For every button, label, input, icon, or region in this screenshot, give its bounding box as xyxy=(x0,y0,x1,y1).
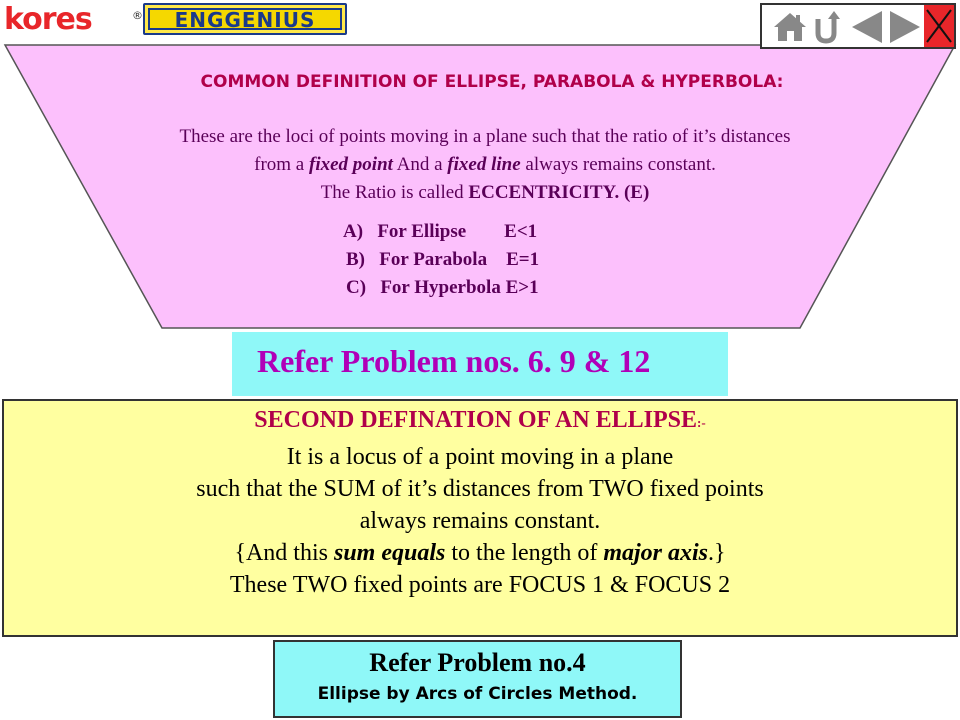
second-definition-panel xyxy=(2,399,958,637)
second-line-1: It is a locus of a point moving in a plane xyxy=(286,444,674,470)
u-turn-icon[interactable] xyxy=(810,9,846,45)
second-definition-text xyxy=(4,441,956,601)
list-item-parabola: B) For Parabola E=1 xyxy=(346,249,540,270)
registered-mark: ® xyxy=(132,9,142,22)
navigation-bar xyxy=(760,3,956,49)
common-definition-title: COMMON DEFINITION OF ELLIPSE, PARABOLA & HYPERBOLA: xyxy=(200,72,784,92)
definition-paragraph xyxy=(40,123,930,207)
kores-logo-text: kores xyxy=(4,2,92,37)
close-icon[interactable] xyxy=(924,5,954,47)
refer-problems-box[interactable] xyxy=(232,332,728,396)
back-triangle-icon[interactable] xyxy=(848,9,886,45)
second-line-5: These TWO fixed points are FOCUS 1 & FOCUS 2 xyxy=(229,572,731,598)
definition-line-3: The Ratio is called ECCENTRICITY. (E) xyxy=(320,182,650,203)
refer-problem-4-box[interactable] xyxy=(273,640,682,718)
second-definition-title: SECOND DEFINATION OF AN ELLIPSE:- xyxy=(254,407,706,433)
second-line-2: such that the SUM of it’s distances from TWO fixed points xyxy=(196,476,764,502)
refer-problems-text: Refer Problem nos. 6. 9 & 12 xyxy=(257,343,651,379)
enggenius-logo-text: ENGGENIUS xyxy=(148,8,342,30)
second-line-4: {And this sum equals to the length of major axis.} xyxy=(234,540,726,566)
refer-problem-4-title: Refer Problem no.4 xyxy=(369,648,586,677)
second-line-3: always remains constant. xyxy=(359,508,601,534)
list-item-hyperbola: C) For Hyperbola E>1 xyxy=(346,277,539,298)
definition-line-2: from a fixed point And a fixed line always remains constant. xyxy=(254,154,716,175)
list-item-ellipse: A) For Ellipse E<1 xyxy=(343,221,538,242)
forward-triangle-icon[interactable] xyxy=(886,9,924,45)
home-icon[interactable] xyxy=(770,9,810,45)
definition-line-1: These are the loci of points moving in a plane such that the ratio of it’s distances xyxy=(179,126,791,147)
refer-problem-4-method: Ellipse by Arcs of Circles Method. xyxy=(317,684,638,704)
